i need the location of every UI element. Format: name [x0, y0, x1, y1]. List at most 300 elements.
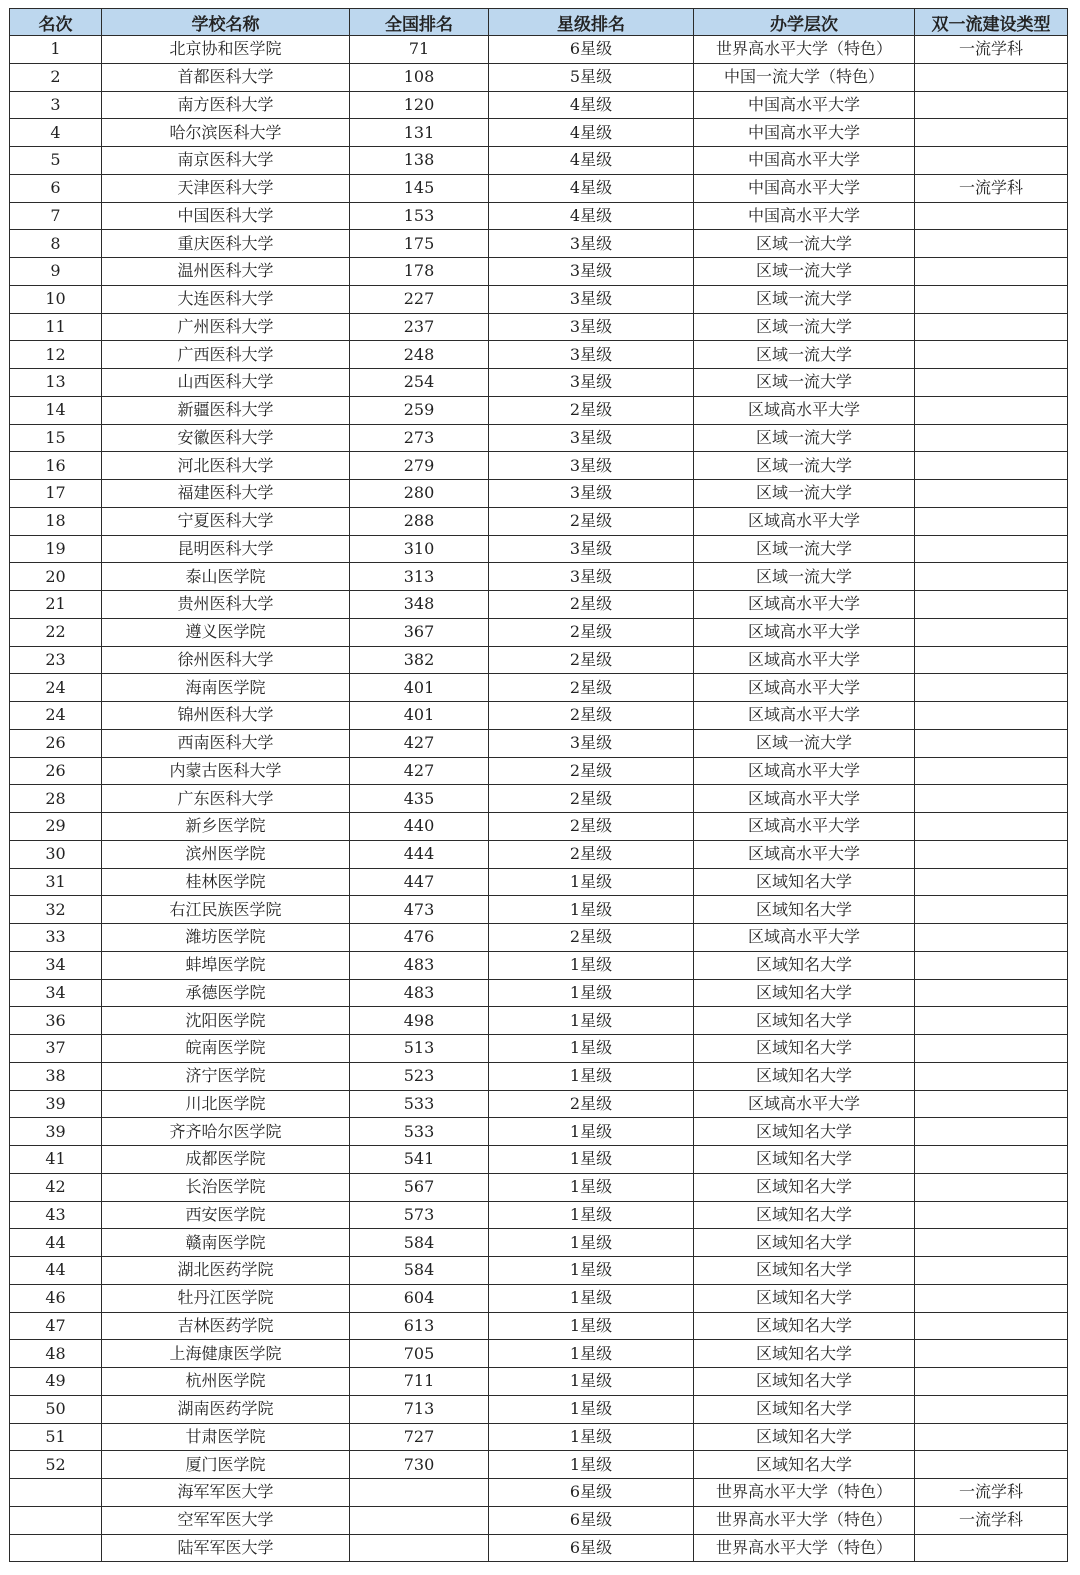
school-name-cell: 南方医科大学: [102, 91, 350, 119]
star-rating-cell: 3星级: [489, 535, 694, 563]
national-rank-cell: 313: [350, 563, 489, 591]
school-name-cell: 长治医学院: [102, 1173, 350, 1201]
school-name-cell: 厦门医学院: [102, 1451, 350, 1479]
header-school-name: 学校名称: [102, 9, 350, 36]
national-rank-cell: 483: [350, 979, 489, 1007]
national-rank-cell: 427: [350, 757, 489, 785]
national-rank-cell: 541: [350, 1146, 489, 1174]
double-first-class-cell: [915, 1007, 1068, 1035]
star-rating-cell: 2星级: [489, 757, 694, 785]
rank-cell: 12: [10, 341, 102, 369]
school-level-cell: 区域一流大学: [694, 480, 915, 508]
school-level-cell: 区域知名大学: [694, 1062, 915, 1090]
school-level-cell: 世界高水平大学（特色）: [694, 1534, 915, 1562]
rank-cell: 28: [10, 785, 102, 813]
star-rating-cell: 3星级: [489, 313, 694, 341]
table-row: [10, 868, 1068, 896]
table-row: [10, 1423, 1068, 1451]
double-first-class-cell: [915, 1118, 1068, 1146]
rank-cell: 34: [10, 951, 102, 979]
star-rating-cell: 2星级: [489, 591, 694, 619]
school-name-cell: 泰山医学院: [102, 563, 350, 591]
national-rank-cell: 513: [350, 1035, 489, 1063]
school-name-cell: 西南医科大学: [102, 729, 350, 757]
double-first-class-cell: [915, 1257, 1068, 1285]
double-first-class-cell: [915, 896, 1068, 924]
table-row: [10, 674, 1068, 702]
star-rating-cell: 1星级: [489, 1368, 694, 1396]
table-row: [10, 563, 1068, 591]
table-row: [10, 1007, 1068, 1035]
school-level-cell: 区域知名大学: [694, 1340, 915, 1368]
national-rank-cell: 178: [350, 258, 489, 286]
table-row: [10, 591, 1068, 619]
star-rating-cell: 1星级: [489, 1340, 694, 1368]
double-first-class-cell: [915, 341, 1068, 369]
rank-cell: [10, 1479, 102, 1507]
star-rating-cell: 1星级: [489, 868, 694, 896]
school-name-cell: 沈阳医学院: [102, 1007, 350, 1035]
table-row: [10, 36, 1068, 64]
national-rank-cell: 584: [350, 1229, 489, 1257]
double-first-class-cell: [915, 1451, 1068, 1479]
table-row: [10, 1534, 1068, 1562]
rank-cell: 4: [10, 119, 102, 147]
star-rating-cell: 2星级: [489, 840, 694, 868]
rank-cell: 44: [10, 1257, 102, 1285]
school-name-cell: 天津医科大学: [102, 174, 350, 202]
rank-cell: 6: [10, 174, 102, 202]
star-rating-cell: 6星级: [489, 1534, 694, 1562]
double-first-class-cell: [915, 1534, 1068, 1562]
national-rank-cell: 145: [350, 174, 489, 202]
table-row: [10, 702, 1068, 730]
school-level-cell: 世界高水平大学（特色）: [694, 36, 915, 64]
table-row: [10, 1257, 1068, 1285]
double-first-class-cell: [915, 424, 1068, 452]
school-level-cell: 区域知名大学: [694, 1368, 915, 1396]
table-row: [10, 91, 1068, 119]
school-level-cell: 区域一流大学: [694, 729, 915, 757]
school-level-cell: 区域知名大学: [694, 1257, 915, 1285]
school-level-cell: 区域一流大学: [694, 230, 915, 258]
double-first-class-cell: [915, 868, 1068, 896]
national-rank-cell: [350, 1506, 489, 1534]
national-rank-cell: 584: [350, 1257, 489, 1285]
national-rank-cell: 705: [350, 1340, 489, 1368]
rank-cell: 1: [10, 36, 102, 64]
national-rank-cell: 237: [350, 313, 489, 341]
double-first-class-cell: [915, 646, 1068, 674]
star-rating-cell: 2星级: [489, 396, 694, 424]
star-rating-cell: 3星级: [489, 258, 694, 286]
double-first-class-cell: [915, 1284, 1068, 1312]
rank-cell: 38: [10, 1062, 102, 1090]
star-rating-cell: 3星级: [489, 369, 694, 397]
table-body: [10, 36, 1068, 1562]
national-rank-cell: 427: [350, 729, 489, 757]
national-rank-cell: 131: [350, 119, 489, 147]
double-first-class-cell: [915, 702, 1068, 730]
double-first-class-cell: [915, 396, 1068, 424]
school-level-cell: 中国高水平大学: [694, 174, 915, 202]
rank-cell: 36: [10, 1007, 102, 1035]
national-rank-cell: 476: [350, 924, 489, 952]
rank-cell: 32: [10, 896, 102, 924]
star-rating-cell: 1星级: [489, 1312, 694, 1340]
table-row: [10, 285, 1068, 313]
national-rank-cell: 153: [350, 202, 489, 230]
table-row: [10, 119, 1068, 147]
star-rating-cell: 2星级: [489, 1090, 694, 1118]
star-rating-cell: 3星级: [489, 563, 694, 591]
table-row: [10, 896, 1068, 924]
school-name-cell: 哈尔滨医科大学: [102, 119, 350, 147]
double-first-class-cell: [915, 480, 1068, 508]
double-first-class-cell: [915, 230, 1068, 258]
table-row: [10, 202, 1068, 230]
national-rank-cell: 533: [350, 1090, 489, 1118]
double-first-class-cell: [915, 535, 1068, 563]
national-rank-cell: 367: [350, 618, 489, 646]
star-rating-cell: 6星级: [489, 1479, 694, 1507]
school-name-cell: 赣南医学院: [102, 1229, 350, 1257]
national-rank-cell: 498: [350, 1007, 489, 1035]
medical-university-ranking-table: [9, 8, 1068, 1562]
table-row: [10, 1340, 1068, 1368]
table-row: [10, 924, 1068, 952]
school-level-cell: 区域知名大学: [694, 1312, 915, 1340]
rank-cell: 51: [10, 1423, 102, 1451]
school-name-cell: 桂林医学院: [102, 868, 350, 896]
star-rating-cell: 4星级: [489, 174, 694, 202]
table-row: [10, 729, 1068, 757]
table-row: [10, 1173, 1068, 1201]
double-first-class-cell: [915, 924, 1068, 952]
school-name-cell: 滨州医学院: [102, 840, 350, 868]
national-rank-cell: 310: [350, 535, 489, 563]
rank-cell: [10, 1506, 102, 1534]
star-rating-cell: 2星级: [489, 674, 694, 702]
star-rating-cell: 1星级: [489, 1062, 694, 1090]
school-level-cell: 中国高水平大学: [694, 91, 915, 119]
national-rank-cell: 227: [350, 285, 489, 313]
school-name-cell: 西安医学院: [102, 1201, 350, 1229]
header-star-rating: 星级排名: [489, 9, 694, 36]
school-level-cell: 区域知名大学: [694, 868, 915, 896]
double-first-class-cell: [915, 840, 1068, 868]
national-rank-cell: 175: [350, 230, 489, 258]
double-first-class-cell: [915, 1423, 1068, 1451]
star-rating-cell: 1星级: [489, 1007, 694, 1035]
school-name-cell: 甘肃医学院: [102, 1423, 350, 1451]
national-rank-cell: 604: [350, 1284, 489, 1312]
rank-cell: 50: [10, 1395, 102, 1423]
school-level-cell: 区域知名大学: [694, 1395, 915, 1423]
school-level-cell: 区域高水平大学: [694, 1090, 915, 1118]
school-name-cell: 杭州医学院: [102, 1368, 350, 1396]
school-name-cell: 上海健康医学院: [102, 1340, 350, 1368]
national-rank-cell: 382: [350, 646, 489, 674]
rank-cell: 14: [10, 396, 102, 424]
school-name-cell: 新疆医科大学: [102, 396, 350, 424]
school-name-cell: 大连医科大学: [102, 285, 350, 313]
national-rank-cell: 248: [350, 341, 489, 369]
school-level-cell: 区域高水平大学: [694, 507, 915, 535]
double-first-class-cell: [915, 1062, 1068, 1090]
school-level-cell: 区域知名大学: [694, 1229, 915, 1257]
school-name-cell: 山西医科大学: [102, 369, 350, 397]
school-name-cell: 河北医科大学: [102, 452, 350, 480]
table-row: [10, 1395, 1068, 1423]
school-level-cell: 区域高水平大学: [694, 396, 915, 424]
table-row: [10, 147, 1068, 175]
rank-cell: 16: [10, 452, 102, 480]
school-level-cell: 区域知名大学: [694, 1173, 915, 1201]
table-row: [10, 840, 1068, 868]
national-rank-cell: 435: [350, 785, 489, 813]
rank-cell: 24: [10, 702, 102, 730]
rank-cell: 21: [10, 591, 102, 619]
national-rank-cell: 279: [350, 452, 489, 480]
school-name-cell: 齐齐哈尔医学院: [102, 1118, 350, 1146]
star-rating-cell: 2星级: [489, 507, 694, 535]
table-row: [10, 813, 1068, 841]
table-row: [10, 369, 1068, 397]
school-name-cell: 中国医科大学: [102, 202, 350, 230]
school-name-cell: 湖北医药学院: [102, 1257, 350, 1285]
national-rank-cell: 401: [350, 702, 489, 730]
double-first-class-cell: [915, 674, 1068, 702]
school-name-cell: 承德医学院: [102, 979, 350, 1007]
school-level-cell: 区域知名大学: [694, 1284, 915, 1312]
school-name-cell: 徐州医科大学: [102, 646, 350, 674]
national-rank-cell: 401: [350, 674, 489, 702]
school-level-cell: 区域高水平大学: [694, 618, 915, 646]
rank-cell: 31: [10, 868, 102, 896]
school-name-cell: 牡丹江医学院: [102, 1284, 350, 1312]
national-rank-cell: 523: [350, 1062, 489, 1090]
double-first-class-cell: 一流学科: [915, 1479, 1068, 1507]
table-row: [10, 63, 1068, 91]
school-name-cell: 右江民族医学院: [102, 896, 350, 924]
national-rank-cell: 254: [350, 369, 489, 397]
table-row: [10, 757, 1068, 785]
rank-cell: [10, 1534, 102, 1562]
double-first-class-cell: [915, 285, 1068, 313]
table-row: [10, 313, 1068, 341]
national-rank-cell: 533: [350, 1118, 489, 1146]
table-row: [10, 951, 1068, 979]
double-first-class-cell: [915, 1090, 1068, 1118]
school-level-cell: 区域一流大学: [694, 369, 915, 397]
double-first-class-cell: [915, 979, 1068, 1007]
school-name-cell: 安徽医科大学: [102, 424, 350, 452]
double-first-class-cell: [915, 1229, 1068, 1257]
star-rating-cell: 1星级: [489, 1035, 694, 1063]
rank-cell: 8: [10, 230, 102, 258]
table-row: [10, 618, 1068, 646]
school-name-cell: 广东医科大学: [102, 785, 350, 813]
national-rank-cell: 71: [350, 36, 489, 64]
star-rating-cell: 3星级: [489, 729, 694, 757]
double-first-class-cell: [915, 91, 1068, 119]
star-rating-cell: 1星级: [489, 1451, 694, 1479]
table-row: [10, 507, 1068, 535]
double-first-class-cell: [915, 507, 1068, 535]
table-row: [10, 424, 1068, 452]
ranking-table-container: [9, 8, 1068, 1562]
rank-cell: 41: [10, 1146, 102, 1174]
school-name-cell: 皖南医学院: [102, 1035, 350, 1063]
table-row: [10, 1312, 1068, 1340]
double-first-class-cell: [915, 785, 1068, 813]
school-name-cell: 宁夏医科大学: [102, 507, 350, 535]
double-first-class-cell: 一流学科: [915, 174, 1068, 202]
star-rating-cell: 3星级: [489, 341, 694, 369]
school-name-cell: 南京医科大学: [102, 147, 350, 175]
rank-cell: 44: [10, 1229, 102, 1257]
school-level-cell: 区域一流大学: [694, 563, 915, 591]
school-level-cell: 区域知名大学: [694, 1146, 915, 1174]
school-name-cell: 广西医科大学: [102, 341, 350, 369]
rank-cell: 46: [10, 1284, 102, 1312]
rank-cell: 48: [10, 1340, 102, 1368]
rank-cell: 37: [10, 1035, 102, 1063]
table-row: [10, 1284, 1068, 1312]
table-row: [10, 1035, 1068, 1063]
school-name-cell: 成都医学院: [102, 1146, 350, 1174]
table-row: [10, 1479, 1068, 1507]
national-rank-cell: 108: [350, 63, 489, 91]
star-rating-cell: 4星级: [489, 119, 694, 147]
star-rating-cell: 2星级: [489, 813, 694, 841]
star-rating-cell: 4星级: [489, 91, 694, 119]
school-level-cell: 区域高水平大学: [694, 757, 915, 785]
national-rank-cell: [350, 1534, 489, 1562]
school-name-cell: 吉林医药学院: [102, 1312, 350, 1340]
table-row: [10, 258, 1068, 286]
school-name-cell: 广州医科大学: [102, 313, 350, 341]
double-first-class-cell: [915, 591, 1068, 619]
school-level-cell: 区域高水平大学: [694, 674, 915, 702]
school-name-cell: 海南医学院: [102, 674, 350, 702]
table-row: [10, 1368, 1068, 1396]
double-first-class-cell: [915, 813, 1068, 841]
rank-cell: 52: [10, 1451, 102, 1479]
school-level-cell: 区域一流大学: [694, 452, 915, 480]
star-rating-cell: 2星级: [489, 785, 694, 813]
national-rank-cell: [350, 1479, 489, 1507]
double-first-class-cell: [915, 1173, 1068, 1201]
table-row: [10, 535, 1068, 563]
school-level-cell: 区域一流大学: [694, 424, 915, 452]
school-level-cell: 区域高水平大学: [694, 924, 915, 952]
school-level-cell: 区域一流大学: [694, 535, 915, 563]
table-row: [10, 1506, 1068, 1534]
table-row: [10, 1062, 1068, 1090]
rank-cell: 26: [10, 757, 102, 785]
school-name-cell: 内蒙古医科大学: [102, 757, 350, 785]
rank-cell: 17: [10, 480, 102, 508]
star-rating-cell: 1星级: [489, 1284, 694, 1312]
table-row: [10, 1451, 1068, 1479]
national-rank-cell: 348: [350, 591, 489, 619]
school-name-cell: 蚌埠医学院: [102, 951, 350, 979]
school-name-cell: 空军军医大学: [102, 1506, 350, 1534]
school-name-cell: 遵义医学院: [102, 618, 350, 646]
table-row: [10, 480, 1068, 508]
table-row: [10, 452, 1068, 480]
double-first-class-cell: [915, 202, 1068, 230]
school-name-cell: 锦州医科大学: [102, 702, 350, 730]
double-first-class-cell: [915, 1146, 1068, 1174]
header-national-rank: 全国排名: [350, 9, 489, 36]
school-level-cell: 区域高水平大学: [694, 646, 915, 674]
star-rating-cell: 1星级: [489, 1229, 694, 1257]
school-level-cell: 中国一流大学（特色）: [694, 63, 915, 91]
table-row: [10, 1229, 1068, 1257]
star-rating-cell: 1星级: [489, 1146, 694, 1174]
star-rating-cell: 1星级: [489, 1395, 694, 1423]
star-rating-cell: 2星级: [489, 924, 694, 952]
star-rating-cell: 2星级: [489, 646, 694, 674]
rank-cell: 15: [10, 424, 102, 452]
table-row: [10, 1201, 1068, 1229]
double-first-class-cell: [915, 1201, 1068, 1229]
school-level-cell: 中国高水平大学: [694, 119, 915, 147]
star-rating-cell: 1星级: [489, 1173, 694, 1201]
school-name-cell: 济宁医学院: [102, 1062, 350, 1090]
rank-cell: 2: [10, 63, 102, 91]
school-name-cell: 首都医科大学: [102, 63, 350, 91]
rank-cell: 42: [10, 1173, 102, 1201]
table-row: [10, 396, 1068, 424]
national-rank-cell: 138: [350, 147, 489, 175]
double-first-class-cell: [915, 369, 1068, 397]
star-rating-cell: 1星级: [489, 979, 694, 1007]
rank-cell: 7: [10, 202, 102, 230]
star-rating-cell: 4星级: [489, 147, 694, 175]
star-rating-cell: 1星级: [489, 896, 694, 924]
header-double-first-class: 双一流建设类型: [915, 9, 1068, 36]
table-row: [10, 1146, 1068, 1174]
double-first-class-cell: [915, 563, 1068, 591]
star-rating-cell: 5星级: [489, 63, 694, 91]
star-rating-cell: 6星级: [489, 36, 694, 64]
school-name-cell: 贵州医科大学: [102, 591, 350, 619]
school-name-cell: 温州医科大学: [102, 258, 350, 286]
rank-cell: 5: [10, 147, 102, 175]
national-rank-cell: 440: [350, 813, 489, 841]
school-name-cell: 陆军军医大学: [102, 1534, 350, 1562]
table-row: [10, 979, 1068, 1007]
national-rank-cell: 280: [350, 480, 489, 508]
national-rank-cell: 273: [350, 424, 489, 452]
star-rating-cell: 4星级: [489, 202, 694, 230]
double-first-class-cell: [915, 1340, 1068, 1368]
star-rating-cell: 3星级: [489, 230, 694, 258]
double-first-class-cell: [915, 63, 1068, 91]
national-rank-cell: 483: [350, 951, 489, 979]
school-level-cell: 中国高水平大学: [694, 147, 915, 175]
rank-cell: 3: [10, 91, 102, 119]
table-row: [10, 1090, 1068, 1118]
school-level-cell: 区域知名大学: [694, 1118, 915, 1146]
school-name-cell: 重庆医科大学: [102, 230, 350, 258]
rank-cell: 49: [10, 1368, 102, 1396]
school-level-cell: 区域知名大学: [694, 1035, 915, 1063]
